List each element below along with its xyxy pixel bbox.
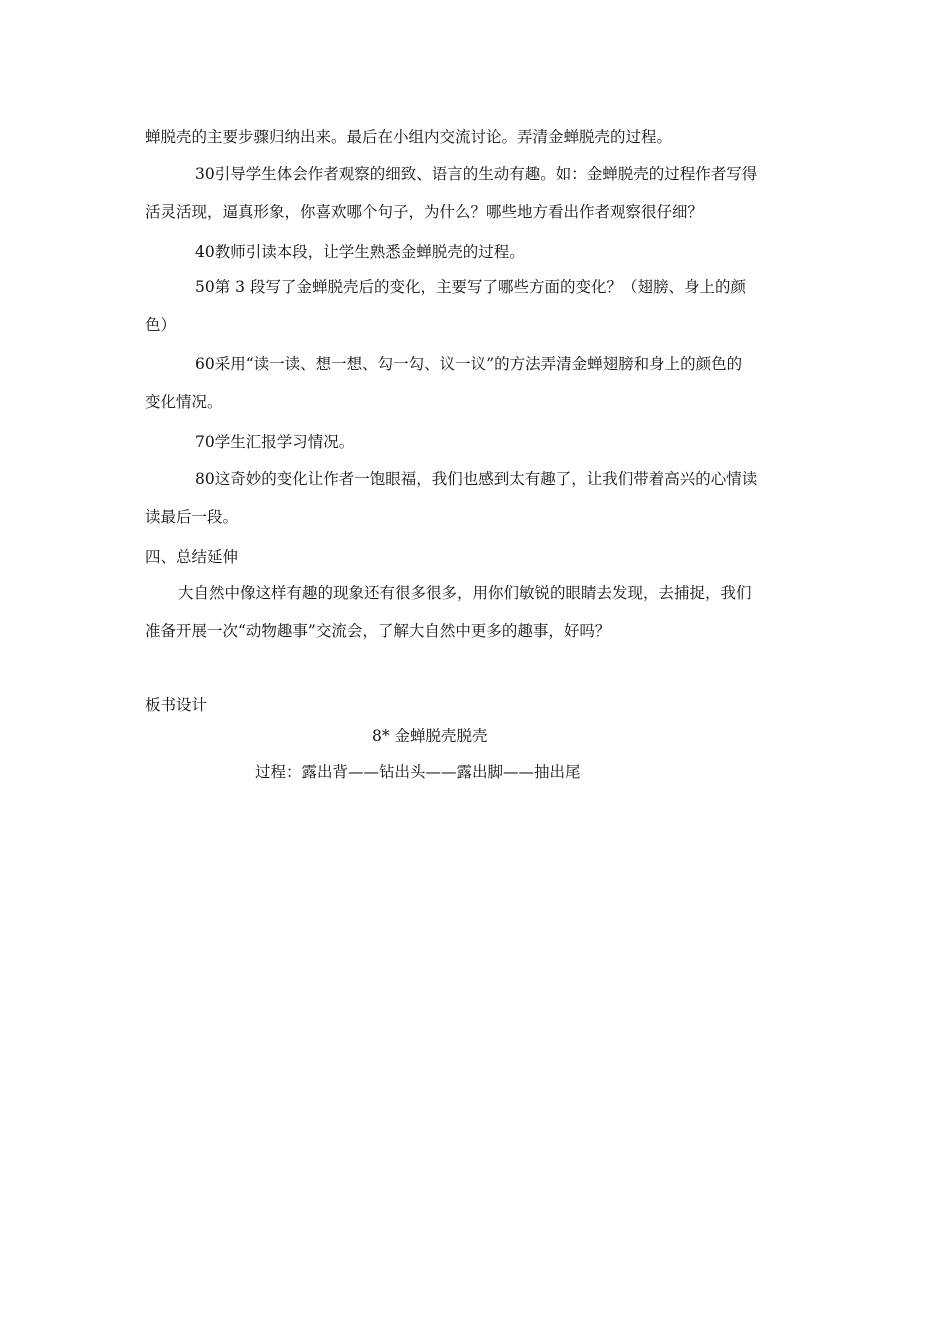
text-line: 60采用“读一读、想一想、勾一勾、议一议”的方法弄清金蝉翅膀和身上的颜色的 <box>195 355 743 373</box>
summary-paragraph <box>145 574 805 650</box>
text-line: 活灵活现，逼真形象，你喜欢哪个句子，为什么？哪些地方看出作者观察很仔细？ <box>145 203 704 221</box>
text-line: 读最后一段。 <box>145 508 239 526</box>
paragraph-step-7 <box>145 423 805 461</box>
text-line: 30引导学生体会作者观察的细致、语言的生动有趣。如：金蝉脱壳的过程作者写得 <box>195 165 758 183</box>
paragraph-step-5 <box>145 268 805 344</box>
text-line: 50第 3 段写了金蝉脱壳后的变化，主要写了哪些方面的变化？（翅膀、身上的颜 <box>195 278 746 296</box>
paragraph-step-3 <box>145 155 805 231</box>
paragraph-step-4 <box>145 233 805 271</box>
board-process: 过程：露出背——钻出头——露出脚——抽出尾 <box>255 763 581 781</box>
text-line: 80这奇妙的变化让作者一饱眼福，我们也感到太有趣了，让我们带着高兴的心情读 <box>195 470 758 488</box>
text-line: 40教师引读本段，让学生熟悉金蝉脱壳的过程。 <box>195 243 525 261</box>
text-line: 蝉脱壳的主要步骤归纳出来。最后在小组内交流讨论。弄清金蝉脱壳的过程。 <box>145 128 673 146</box>
text-line: 大自然中像这样有趣的现象还有很多很多，用你们敏锐的眼睛去发现，去捕捉，我们 <box>178 584 752 602</box>
section-heading <box>145 538 805 576</box>
text-line: 变化情况。 <box>145 393 223 411</box>
board-title: 8* 金蝉脱壳脱壳 <box>372 727 488 745</box>
paragraph-step-6 <box>145 345 805 421</box>
paragraph-step-8 <box>145 460 805 536</box>
section-heading-text: 四、总结延伸 <box>145 548 239 566</box>
text-line: 准备开展一次“动物趣事”交流会，了解大自然中更多的趣事，好吗？ <box>145 622 611 640</box>
board-design-label-text: 板书设计 <box>145 696 208 714</box>
text-line: 色） <box>145 316 177 334</box>
board-design-label <box>145 686 805 724</box>
paragraph-intro-continuation <box>145 118 805 156</box>
text-line: 70学生汇报学习情况。 <box>195 433 355 451</box>
